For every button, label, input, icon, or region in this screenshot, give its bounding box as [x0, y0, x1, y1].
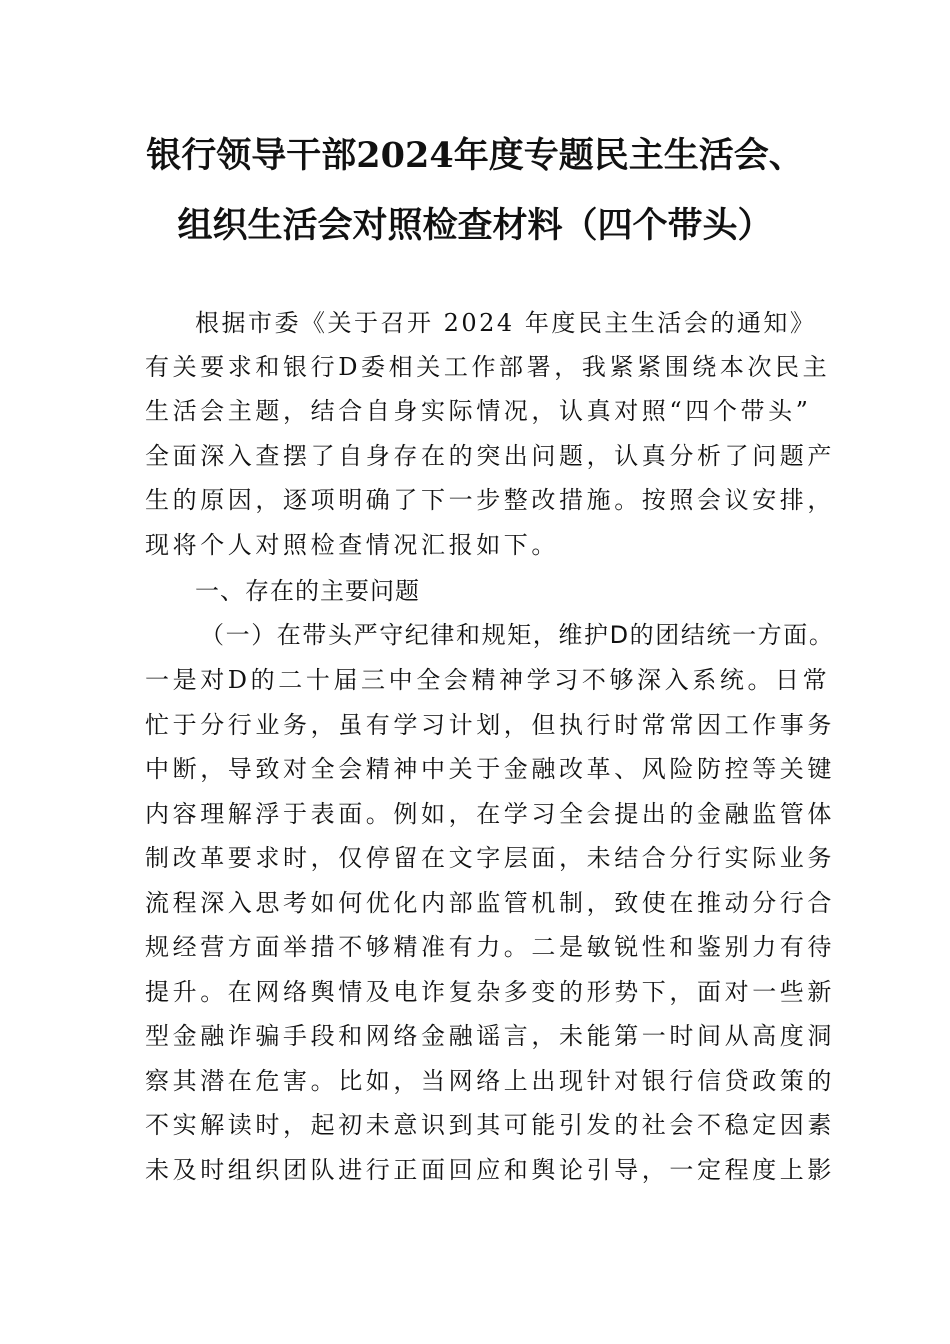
subsection-heading: （一）在带头严守纪律和规矩，维护D的团结统一方面。 — [200, 621, 835, 649]
document-title-line-2: 组织生活会对照检查材料（四个带头） — [177, 205, 773, 246]
body-line: 规经营方面举措不够精准有力。二是敏锐性和鉴别力有待 — [145, 933, 835, 961]
body-line: 察其潜在危害。比如，当网络上出现针对银行信贷政策的 — [145, 1067, 835, 1095]
body-line: 不实解读时，起初未意识到其可能引发的社会不稳定因素 — [145, 1111, 835, 1139]
body-line: 内容理解浮于表面。例如，在学习全会提出的金融监管体 — [145, 800, 835, 828]
intro-line: 全面深入查摆了自身存在的突出问题，认真分析了问题产 — [145, 442, 835, 470]
body-line: 中断，导致对全会精神中关于金融改革、风险防控等关键 — [145, 755, 835, 783]
body-line: 型金融诈骗手段和网络金融谣言，未能第一时间从高度洞 — [145, 1022, 835, 1050]
body-line: 提升。在网络舆情及电诈复杂多变的形势下，面对一些新 — [145, 978, 835, 1006]
intro-line: 现将个人对照检查情况汇报如下。 — [145, 531, 559, 559]
body-line: 一是对D的二十届三中全会精神学习不够深入系统。日常 — [145, 666, 831, 694]
section-heading: 一、存在的主要问题 — [195, 577, 420, 605]
body-line: 忙于分行业务，虽有学习计划，但执行时常常因工作事务 — [145, 711, 835, 739]
intro-line: 生的原因，逐项明确了下一步整改措施。按照会议安排， — [145, 486, 835, 514]
body-line: 流程深入思考如何优化内部监管机制，致使在推动分行合 — [145, 889, 835, 917]
intro-line: 有关要求和银行D委相关工作部署，我紧紧围绕本次民主 — [145, 353, 831, 381]
intro-line: 生活会主题，结合自身实际情况，认真对照“四个带头” — [145, 397, 812, 425]
intro-line: 根据市委《关于召开 2024 年度民主生活会的通知》 — [195, 309, 817, 337]
body-line: 制改革要求时，仅停留在文字层面，未结合分行实际业务 — [145, 844, 835, 872]
document-title-line-1: 银行领导干部2024年度专题民主生活会、 — [146, 135, 804, 176]
body-line: 未及时组织团队进行正面回应和舆论引导，一定程度上影 — [145, 1156, 835, 1184]
